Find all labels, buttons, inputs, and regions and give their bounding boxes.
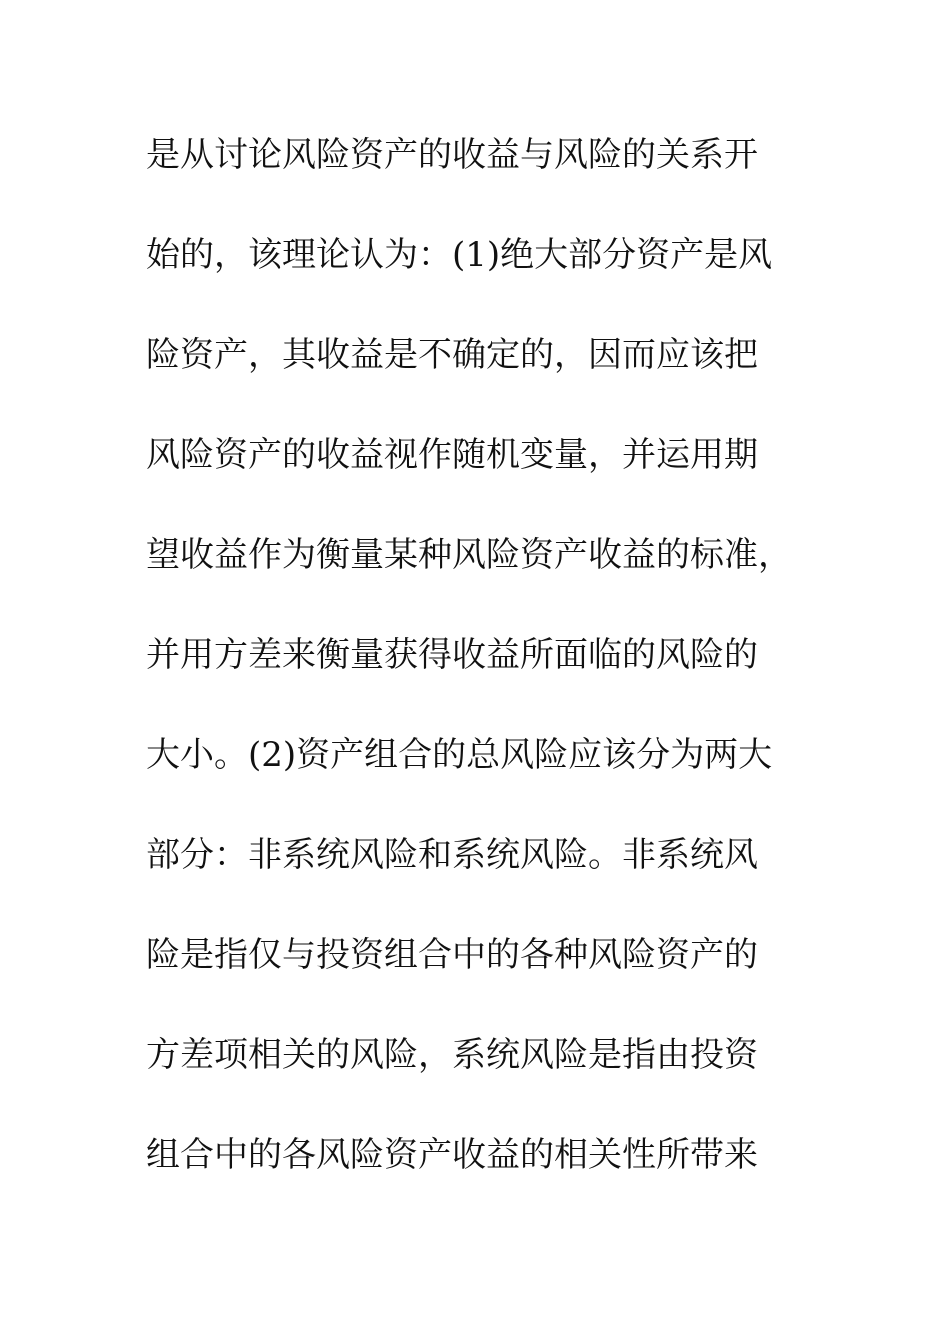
text-line: 组合中的各风险资产收益的相关性所带来 [146, 1135, 758, 1175]
text-line: 方差项相关的风险，系统风险是指由投资 [146, 1035, 758, 1075]
text-line: 险是指仅与投资组合中的各种风险资产的 [146, 935, 758, 975]
text-line: 望收益作为衡量某种风险资产收益的标准， [146, 535, 792, 575]
text-line: 并用方差来衡量获得收益所面临的风险的 [146, 635, 758, 675]
text-line: 大小。(2)资产组合的总风险应该分为两大 [146, 735, 773, 775]
text-line: 部分：非系统风险和系统风险。非系统风 [146, 835, 758, 875]
text-line: 险资产，其收益是不确定的，因而应该把 [146, 335, 758, 375]
text-line: 始的，该理论认为：(1)绝大部分资产是风 [146, 235, 773, 275]
text-line: 是从讨论风险资产的收益与风险的关系开 [146, 135, 758, 175]
text-line: 风险资产的收益视作随机变量，并运用期 [146, 435, 758, 475]
body-paragraph [146, 126, 826, 1226]
